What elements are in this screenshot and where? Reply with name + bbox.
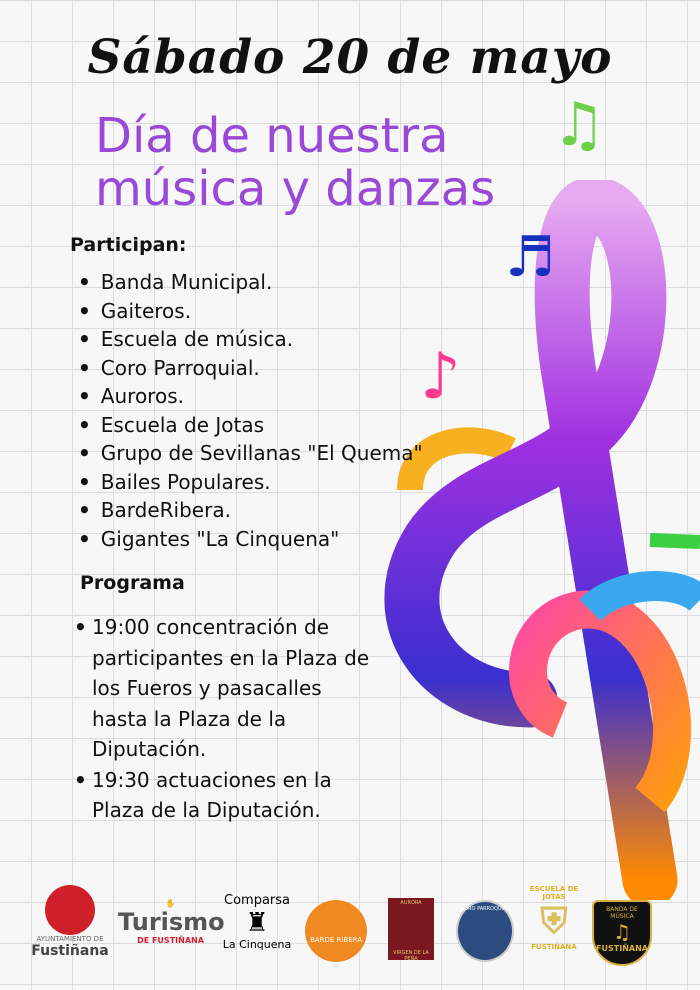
list-item: • Gaiteros. — [78, 299, 423, 328]
list-item: • Coro Parroquial. — [78, 356, 423, 385]
program-list — [74, 612, 374, 826]
logo-barde-ribera: BARDE RIBERA — [305, 900, 367, 962]
logo-escuela-jotas: ESCUELA DE JOTAS ⛨ FUSTIÑANA — [529, 885, 579, 951]
music-note-green-icon: ♫ — [552, 90, 606, 160]
sponsor-logos — [30, 885, 680, 975]
event-date-title: Sábado 20 de mayo — [87, 30, 613, 85]
list-item: • BardeRibera. — [78, 498, 423, 527]
participants-list — [78, 270, 423, 555]
list-item: • Banda Municipal. — [78, 270, 423, 299]
list-item: • Grupo de Sevillanas "El Quema" — [78, 441, 423, 470]
list-item: • Escuela de música. — [78, 327, 423, 356]
logo-comparsa: Comparsa ♜ La Cinquena — [222, 893, 292, 951]
logo-ayuntamiento: AYUNTAMIENTO DE Fustiñana — [30, 885, 110, 959]
logo-banda-musica: BANDA DE MÚSICA ♫ FUSTIÑANA — [592, 900, 652, 966]
music-notes-blue-icon: ♬ — [505, 225, 556, 290]
participants-heading: Participan: — [70, 234, 187, 256]
list-item: • Gigantes "La Cinquena" — [78, 527, 423, 556]
list-item: • Auroros. — [78, 384, 423, 413]
music-note-pink-icon: ♪ — [420, 340, 461, 414]
list-item: • Escuela de Jotas — [78, 413, 423, 442]
event-subtitle-line2: música y danzas — [95, 161, 496, 217]
list-item: • 19:30 actuaciones en la Plaza de la Diputación. — [74, 765, 374, 826]
list-item: • 19:00 concentración de participantes en la Plaza de los Fueros y pasacalles hasta la Plaza de la Diputación. — [74, 612, 374, 765]
event-subtitle-line1: Día de nuestra — [95, 108, 449, 164]
logo-turismo: ✋ Turismo DE FUSTIÑANA — [118, 899, 225, 945]
logo-aurora: AURORA VIRGEN DE LA PEÑA — [388, 898, 434, 960]
list-item: • Bailes Populares. — [78, 470, 423, 499]
program-heading: Programa — [80, 572, 185, 594]
logo-coro-parroquial: CORO PARROQUIAL — [456, 900, 514, 962]
